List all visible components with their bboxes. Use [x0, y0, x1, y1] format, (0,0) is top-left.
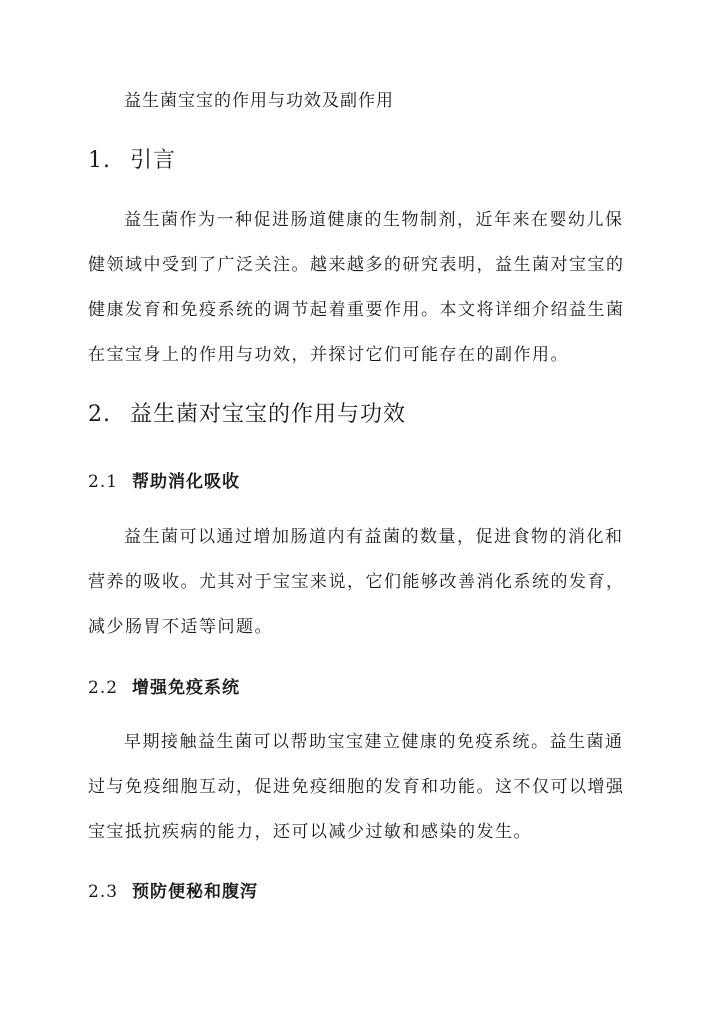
- section-2-heading: [88, 397, 406, 428]
- paragraph-line: 在宝宝身上的作用与功效，并探讨它们可能存在的副作用。: [88, 345, 569, 365]
- subsection-2-2-heading: [88, 673, 240, 698]
- paragraph-line: 营养的吸收。尤其对于宝宝来说，它们能够改善消化系统的发育，: [88, 572, 625, 592]
- paragraph-line: 健领域中受到了广泛关注。越来越多的研究表明，益生菌对宝宝的: [88, 255, 625, 275]
- subsection-2-2-title: 增强免疫系统: [132, 678, 240, 698]
- subsection-2-2-number: 2.2: [88, 678, 119, 698]
- section-2-number: 2.: [88, 402, 111, 427]
- subsection-2-1-heading: [88, 467, 240, 492]
- subsection-2-1-paragraph: [88, 515, 632, 650]
- paragraph-line: 减少肠胃不适等问题。: [88, 617, 273, 637]
- subsection-2-2-paragraph: [88, 720, 632, 855]
- subsection-2-3-heading: [88, 877, 258, 902]
- paragraph-line: 健康发育和免疫系统的调节起着重要作用。本文将详细介绍益生菌: [88, 300, 625, 320]
- subsection-2-1-title: 帮助消化吸收: [132, 472, 240, 492]
- document-title: 益生菌宝宝的作用与功效及副作用: [124, 91, 394, 111]
- subsection-2-3-title: 预防便秘和腹泻: [132, 882, 258, 902]
- paragraph-line: 早期接触益生菌可以帮助宝宝建立健康的免疫系统。益生菌通: [124, 732, 624, 752]
- paragraph-line: 过与免疫细胞互动，促进免疫细胞的发育和功能。这不仅可以增强: [88, 777, 625, 797]
- subsection-2-3-number: 2.3: [88, 882, 119, 902]
- paragraph-line: 益生菌可以通过增加肠道内有益菌的数量，促进食物的消化和: [124, 527, 624, 547]
- section-1-paragraph: [88, 198, 632, 378]
- subsection-2-1-number: 2.1: [88, 472, 119, 492]
- section-1-heading: [88, 143, 176, 174]
- paragraph-line: 益生菌作为一种促进肠道健康的生物制剂，近年来在婴幼儿保: [124, 210, 624, 230]
- section-1-title: 引言: [130, 148, 177, 173]
- paragraph-line: 宝宝抵抗疾病的能力，还可以减少过敏和感染的发生。: [88, 822, 532, 842]
- section-2-title: 益生菌对宝宝的作用与功效: [130, 402, 407, 427]
- section-1-number: 1.: [88, 148, 111, 173]
